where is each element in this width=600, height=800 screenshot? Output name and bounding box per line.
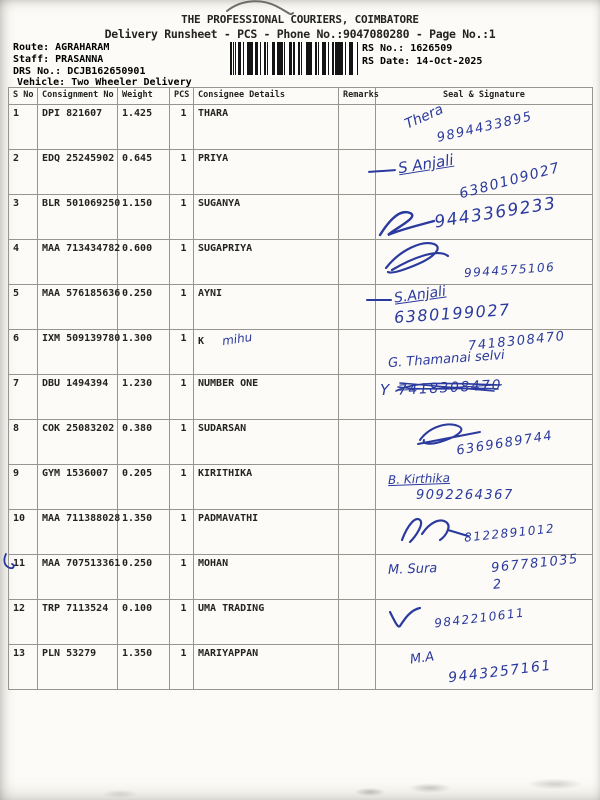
rs-no-value: 1626509: [410, 43, 453, 54]
cell-signature: [376, 240, 593, 285]
col-remarks: Remarks: [339, 88, 376, 105]
cell-remarks: [339, 420, 376, 465]
cell-consignee: PADMAVATHI: [194, 510, 339, 555]
cell-pcs: 1: [170, 240, 194, 285]
table-header-row: [9, 88, 593, 105]
document-title: THE PROFESSIONAL COURIERS, COIMBATORE: [181, 13, 419, 26]
cell-remarks: [339, 510, 376, 555]
cell-signature: [376, 330, 593, 375]
cell-pcs: 1: [170, 285, 194, 330]
cell-remarks: [339, 105, 376, 150]
rs-no-line: [362, 43, 452, 54]
cell-consignee: [194, 330, 339, 375]
cell-weight: 0.100: [118, 600, 170, 645]
cell-consignee: SUDARSAN: [194, 420, 339, 465]
cell-sno: 11: [9, 555, 38, 600]
rs-date-value: 14-Oct-2025: [416, 56, 483, 67]
cell-signature: [376, 465, 593, 510]
col-pcs: PCS: [170, 88, 194, 105]
cell-remarks: [339, 555, 376, 600]
rs-date-line: [362, 56, 482, 67]
cell-sno: 9: [9, 465, 38, 510]
table-row: [9, 510, 593, 555]
cell-sno: 12: [9, 600, 38, 645]
cell-weight: 0.645: [118, 150, 170, 195]
drs-line: [13, 66, 145, 77]
cell-weight: 0.380: [118, 420, 170, 465]
cell-remarks: [339, 195, 376, 240]
cell-signature: [376, 375, 593, 420]
staff-value: PRASANNA: [55, 54, 104, 65]
signature-name: S Anjali: [396, 150, 455, 178]
cell-pcs: 1: [170, 510, 194, 555]
cell-signature: [376, 285, 593, 330]
barcode-icon: [230, 42, 358, 75]
cell-signature: [376, 195, 593, 240]
cell-weight: 1.150: [118, 195, 170, 240]
vehicle-value: Two Wheeler Delivery: [71, 77, 192, 88]
signature-name: G. Thamanai selvi: [387, 347, 506, 372]
document-subtitle: Delivery Runsheet - PCS - Phone No.:9047080280 - Page No.:1: [104, 27, 496, 41]
cell-pcs: 1: [170, 195, 194, 240]
signature-name: Y: [380, 381, 390, 399]
cell-sno: 3: [9, 195, 38, 240]
table-row: [9, 645, 593, 690]
signature-scribble-icon: [376, 205, 438, 239]
cell-remarks: [339, 375, 376, 420]
signature-phone: 9677810352: [490, 551, 580, 593]
signature-phone-crossed-out: 7418308470: [397, 377, 503, 399]
cell-remarks: [339, 285, 376, 330]
staff-line: [13, 54, 103, 65]
cell-pcs: 1: [170, 375, 194, 420]
cell-weight: 0.250: [118, 555, 170, 600]
table-row: [9, 555, 593, 600]
signature-name: M.A: [409, 649, 436, 668]
cell-pcs: 1: [170, 330, 194, 375]
cell-consignment: EDQ 25245902: [38, 150, 118, 195]
cell-weight: 1.350: [118, 645, 170, 690]
cell-sno: 8: [9, 420, 38, 465]
signature-phone: 9443257161: [447, 657, 553, 687]
signature-scribble-icon: [396, 512, 472, 546]
cell-consignment: MAA 576185636: [38, 285, 118, 330]
staff-label: Staff:: [13, 54, 50, 65]
drs-value: DCJB162650901: [67, 66, 146, 77]
signature-phone: 9443369233: [433, 193, 558, 233]
col-consignee: Consignee Details: [194, 88, 339, 105]
cell-consignment: BLR 501069250: [38, 195, 118, 240]
cell-consignment: TRP 7113524: [38, 600, 118, 645]
signature-name: S.Anjali: [393, 283, 447, 307]
cell-consignment: GYM 1536007: [38, 465, 118, 510]
cell-pcs: 1: [170, 465, 194, 510]
cell-consignee: AYNI: [194, 285, 339, 330]
col-consignment: Consignment No: [38, 88, 118, 105]
cell-consignee: KIRITHIKA: [194, 465, 339, 510]
route-value: AGRAHARAM: [55, 42, 110, 53]
cell-sno: 1: [9, 105, 38, 150]
cell-sno: 6: [9, 330, 38, 375]
table-row: [9, 240, 593, 285]
cell-signature: [376, 510, 593, 555]
cell-weight: 1.230: [118, 375, 170, 420]
rs-no-label: RS No.:: [362, 43, 405, 54]
cell-pcs: 1: [170, 150, 194, 195]
cell-consignee: THARA: [194, 105, 339, 150]
cell-consignment: MAA 711388028: [38, 510, 118, 555]
cell-weight: 1.350: [118, 510, 170, 555]
table-row: [9, 105, 593, 150]
vehicle-label: Vehicle:: [17, 77, 66, 88]
rs-date-label: RS Date:: [362, 56, 411, 67]
cell-signature: [376, 645, 593, 690]
cell-remarks: [339, 465, 376, 510]
cell-consignee: SUGAPRIYA: [194, 240, 339, 285]
cell-remarks: [339, 600, 376, 645]
cell-signature: [376, 600, 593, 645]
route-label: Route:: [13, 42, 50, 53]
cell-sno: 5: [9, 285, 38, 330]
signature-phone: 9894433895: [435, 109, 535, 146]
signature-phone: 6369689744: [455, 428, 555, 459]
cell-consignment: DPI 821607: [38, 105, 118, 150]
cell-sno: 10: [9, 510, 38, 555]
cell-signature: [376, 101, 593, 150]
col-sno: S No: [9, 88, 38, 105]
cell-consignee: UMA TRADING: [194, 600, 339, 645]
signature-scribble-icon: [386, 604, 426, 632]
table-row: [9, 285, 593, 330]
cell-sno: 7: [9, 375, 38, 420]
cell-pcs: 1: [170, 555, 194, 600]
cell-pcs: 1: [170, 600, 194, 645]
cell-signature: [376, 150, 593, 203]
pen-stroke: [366, 299, 392, 301]
signature-phone: 9944575106: [463, 259, 556, 281]
cell-pcs: 1: [170, 420, 194, 465]
cell-weight: 1.300: [118, 330, 170, 375]
pen-curl-icon: [2, 552, 18, 572]
cell-consignment: MAA 707513361: [38, 555, 118, 600]
signature-phone: 9842210611: [433, 605, 526, 631]
table-row: [9, 150, 593, 195]
cell-consignment: IXM 509139780: [38, 330, 118, 375]
route-line: [13, 42, 109, 53]
table-row: [9, 375, 593, 420]
cell-weight: 0.205: [118, 465, 170, 510]
table-row: [9, 330, 593, 375]
table-row: [9, 195, 593, 240]
signature-phone: 9092264367: [416, 488, 514, 503]
table-row: [9, 420, 593, 465]
drs-label: DRS No.:: [13, 66, 62, 77]
cell-sno: 4: [9, 240, 38, 285]
signature-phone: 6380199027: [393, 299, 512, 328]
table-row: [9, 465, 593, 510]
scan-smudge: [0, 774, 600, 800]
consignee-name: K: [198, 336, 205, 347]
cell-consignment: DBU 1494394: [38, 375, 118, 420]
signature-name: M. Sura: [387, 561, 438, 578]
cell-consignee: MARIYAPPAN: [194, 645, 339, 690]
runsheet-table: [8, 87, 593, 690]
consignee-handwritten-note: mihu: [221, 329, 254, 349]
cell-remarks: [339, 330, 376, 375]
signature-scribble-icon: [382, 238, 454, 278]
strike-scribble-icon: [394, 375, 504, 397]
signature-phone: 8122891012: [463, 521, 556, 545]
cell-consignee: PRIYA: [194, 150, 339, 195]
cell-consignee: NUMBER ONE: [194, 375, 339, 420]
cell-sno: 2: [9, 150, 38, 195]
cell-pcs: 1: [170, 645, 194, 690]
signature-phone: 6380109027: [457, 159, 563, 203]
signature-phone: 7418308470: [467, 328, 567, 355]
col-weight: Weight: [118, 88, 170, 105]
cell-remarks: [339, 240, 376, 285]
col-signature: Seal & Signature: [376, 88, 593, 105]
cell-consignee: MOHAN: [194, 555, 339, 600]
cell-consignee: SUGANYA: [194, 195, 339, 240]
cell-consignment: MAA 713434782: [38, 240, 118, 285]
cell-consignment: PLN 53279: [38, 645, 118, 690]
cell-sno: 13: [9, 645, 38, 690]
table-row: [9, 600, 593, 645]
cell-signature: [376, 551, 593, 600]
cell-pcs: 1: [170, 105, 194, 150]
signature-name: B. Kirthika: [387, 470, 451, 488]
cell-weight: 0.250: [118, 285, 170, 330]
cell-consignment: COK 25083202: [38, 420, 118, 465]
cell-weight: 0.600: [118, 240, 170, 285]
signature-name: Thera: [402, 101, 446, 133]
cell-signature: [376, 420, 593, 465]
cell-weight: 1.425: [118, 105, 170, 150]
cell-remarks: [339, 645, 376, 690]
